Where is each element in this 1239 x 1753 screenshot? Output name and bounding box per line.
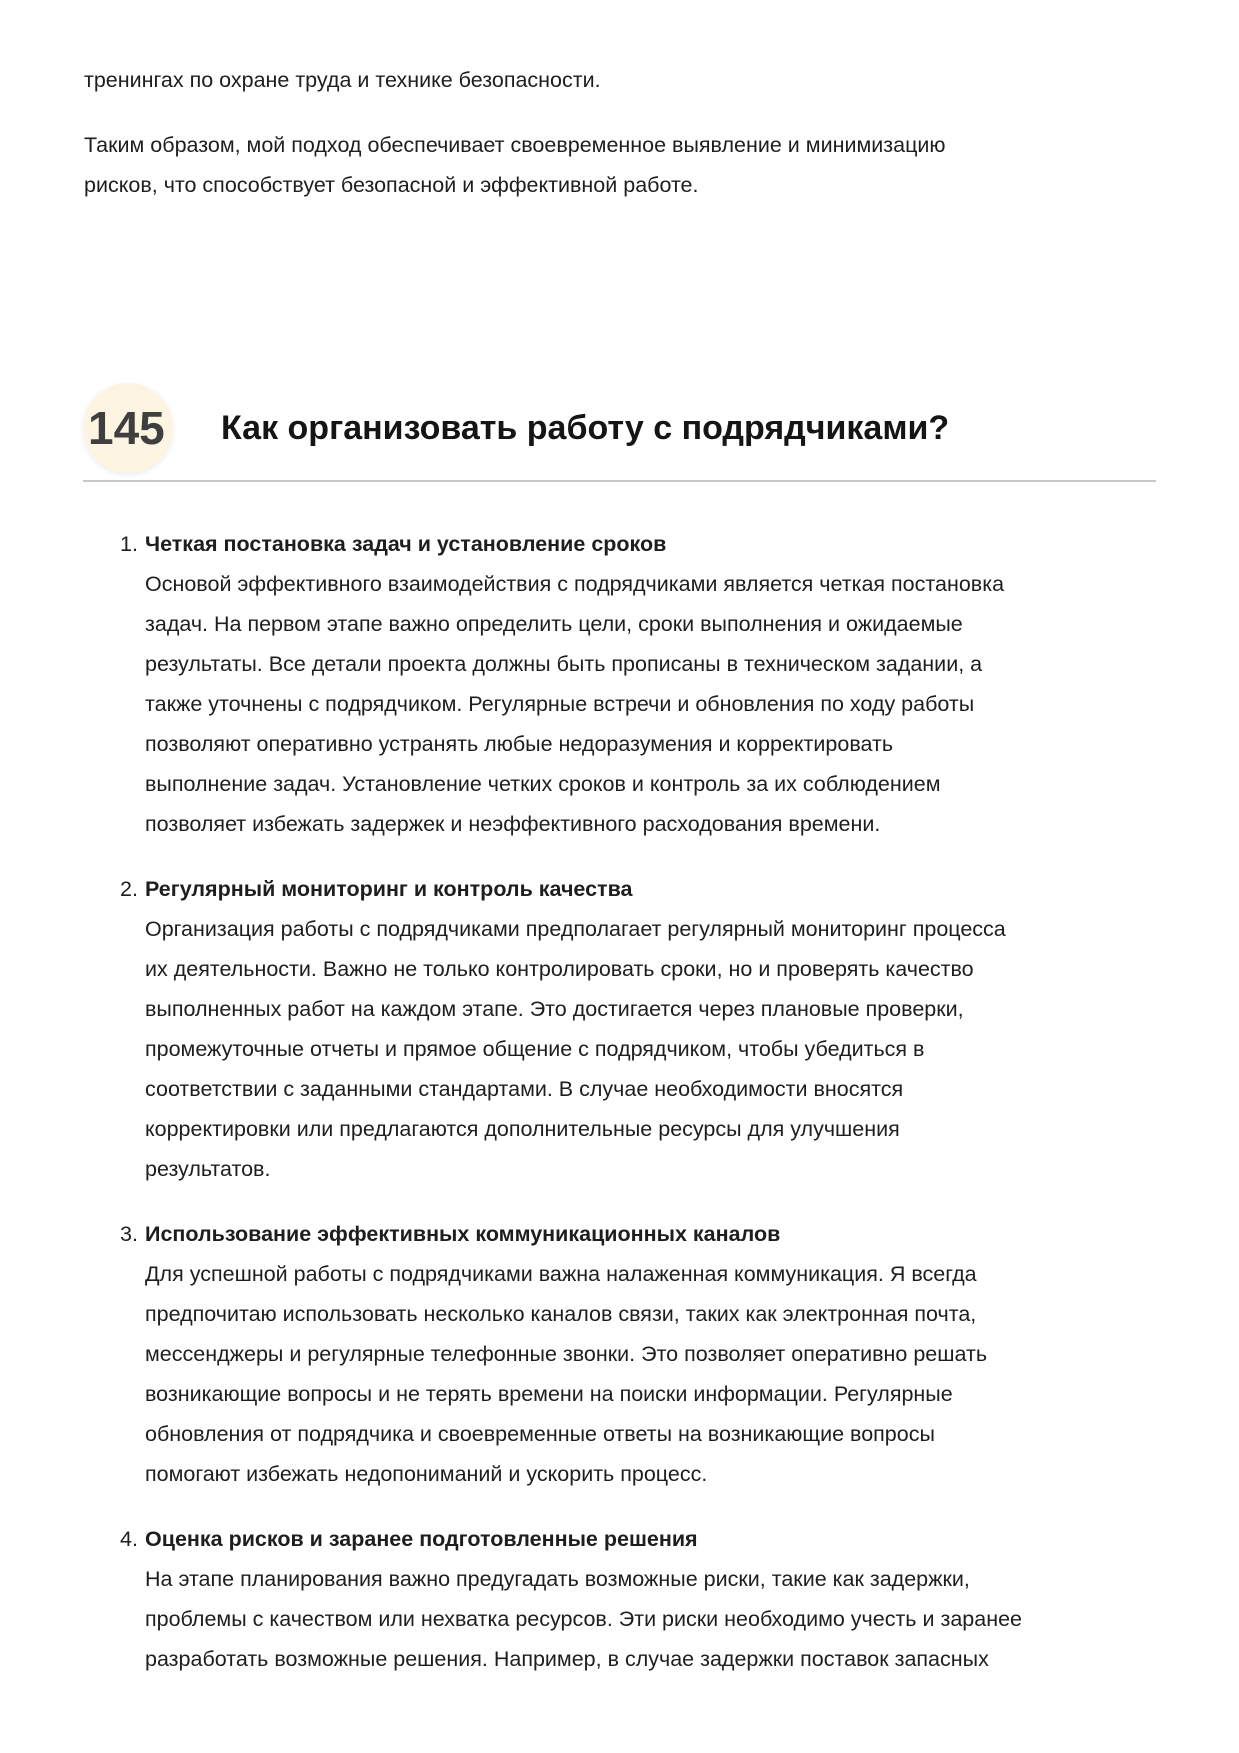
text-line: Для успешной работы с подрядчиками важна налаженная коммуникация. Я всегда [145, 1262, 977, 1286]
list-item-number: 2. [120, 877, 138, 901]
list-item [120, 1214, 1170, 1494]
text-line: результатов. [145, 1157, 271, 1181]
section-number: 145 [88, 402, 165, 454]
text-line: позволяют оперативно устранять любые недоразумения и корректировать [145, 732, 894, 756]
text-line: обновления от подрядчика и своевременные ответы на возникающие вопросы [145, 1422, 935, 1446]
list-item [120, 869, 1170, 1189]
text-line: выполненных работ на каждом этапе. Это достигается через плановые проверки, [145, 997, 964, 1021]
list-item [120, 524, 1170, 844]
text-line: помогают избежать недопониманий и ускорить процесс. [145, 1462, 708, 1486]
list-item-title: Регулярный мониторинг и контроль качества [145, 877, 633, 901]
text-line: промежуточные отчеты и прямое общение с подрядчиком, чтобы убедиться в [145, 1037, 925, 1061]
text-line: корректировки или предлагаются дополнительные ресурсы для улучшения [145, 1117, 900, 1141]
text-line: мессенджеры и регулярные телефонные звонки. Это позволяет оперативно решать [145, 1342, 988, 1366]
list-item-title: Оценка рисков и заранее подготовленные решения [145, 1527, 698, 1551]
list-item-number: 3. [120, 1222, 138, 1246]
intro-paragraph-1 [84, 60, 1164, 100]
section-title: Как организовать работу с подрядчиками? [221, 409, 950, 447]
list-item-title: Использование эффективных коммуникационных каналов [145, 1222, 781, 1246]
intro-paragraph-2 [84, 125, 1164, 205]
text-line: Таким образом, мой подход обеспечивает своевременное выявление и минимизацию [84, 133, 946, 157]
list-item [120, 1519, 1170, 1679]
section-divider [83, 480, 1156, 482]
text-line: результаты. Все детали проекта должны быть прописаны в техническом задании, а [145, 652, 983, 676]
list-item-title: Четкая постановка задач и установление сроков [145, 532, 667, 556]
text-line: тренингах по охране труда и технике безопасности. [84, 68, 601, 92]
list-item-number: 1. [120, 532, 138, 556]
text-line: Основой эффективного взаимодействия с подрядчиками является четкая постановка [145, 572, 1005, 596]
text-line: позволяет избежать задержек и неэффективного расходования времени. [145, 812, 881, 836]
text-line: их деятельности. Важно не только контролировать сроки, но и проверять качество [145, 957, 974, 981]
numbered-list [120, 524, 1170, 1704]
text-line: проблемы с качеством или нехватка ресурсов. Эти риски необходимо учесть и заранее [145, 1607, 1022, 1631]
text-line: Организация работы с подрядчиками предполагает регулярный мониторинг процесса [145, 917, 1006, 941]
text-line: также уточнены с подрядчиком. Регулярные встречи и обновления по ходу работы [145, 692, 975, 716]
text-line: соответствии с заданными стандартами. В случае необходимости вносятся [145, 1077, 904, 1101]
list-item-number: 4. [120, 1527, 138, 1551]
text-line: рисков, что способствует безопасной и эффективной работе. [84, 173, 699, 197]
text-line: предпочитаю использовать несколько каналов связи, таких как электронная почта, [145, 1302, 977, 1326]
text-line: На этапе планирования важно предугадать возможные риски, такие как задержки, [145, 1567, 970, 1591]
text-line: возникающие вопросы и не терять времени на поиски информации. Регулярные [145, 1382, 953, 1406]
text-line: задач. На первом этапе важно определить цели, сроки выполнения и ожидаемые [145, 612, 963, 636]
text-line: разработать возможные решения. Например, в случае задержки поставок запасных [145, 1647, 989, 1671]
text-line: выполнение задач. Установление четких сроков и контроль за их соблюдением [145, 772, 941, 796]
